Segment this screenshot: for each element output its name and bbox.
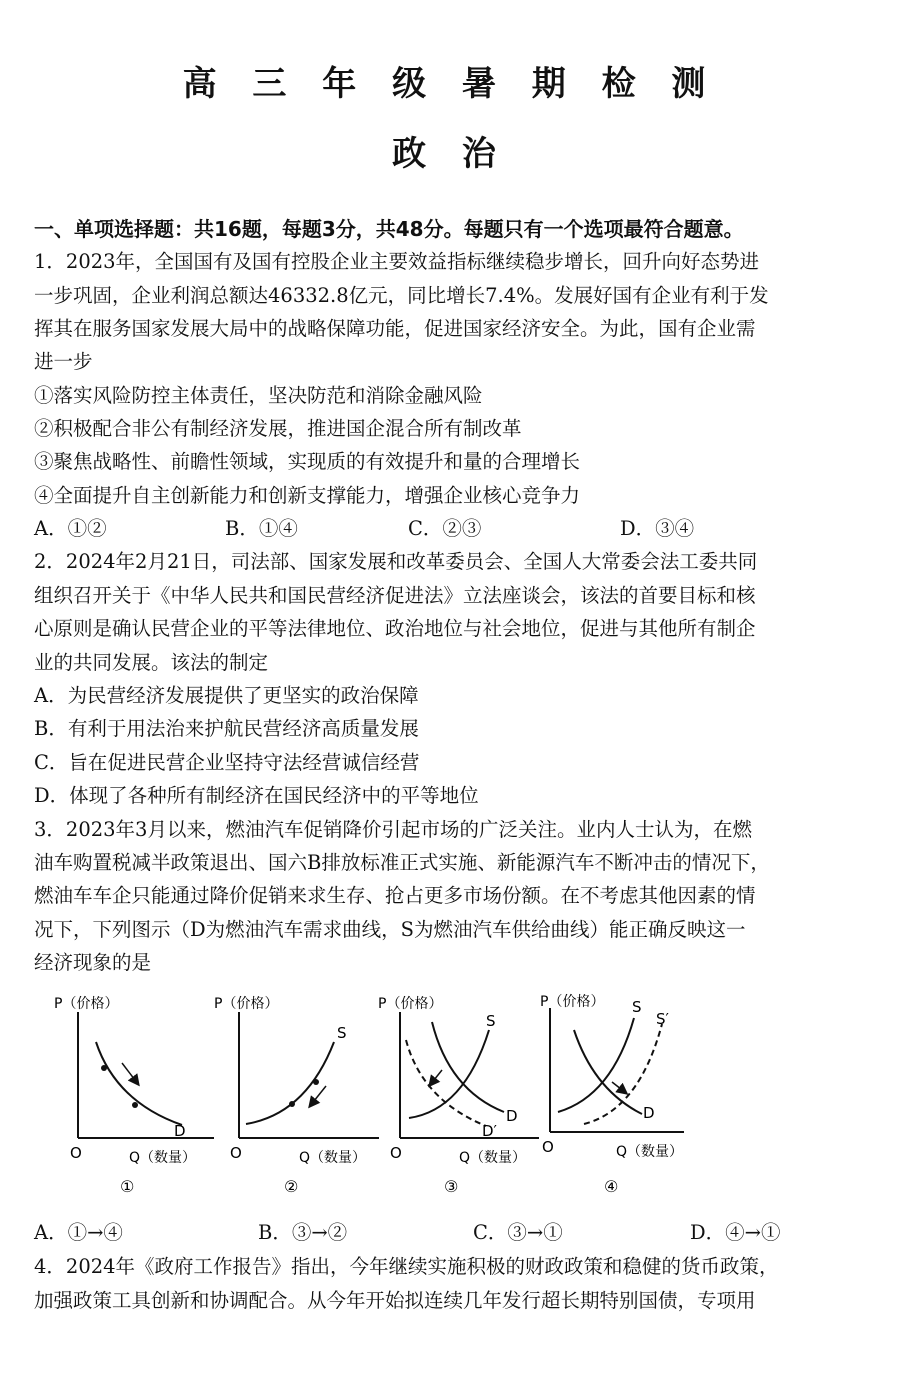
p-axis-label: P（价格） xyxy=(54,996,119,1012)
q2-line: 业的共同发展。该法的制定 xyxy=(34,651,269,674)
q3-option-d: D．④→① xyxy=(690,1221,781,1244)
origin-label: O xyxy=(230,1144,242,1162)
q1-option-a: A．①② xyxy=(34,517,107,540)
shift-arrow xyxy=(122,1063,138,1084)
exam-title: 高 三 年 级 暑 期 检 测 xyxy=(182,64,718,104)
q-axis-label: Q（数量） xyxy=(129,1150,197,1166)
q1-item: ②积极配合非公有制经济发展，推进国企混合所有制改革 xyxy=(34,417,522,440)
figure-number: ③ xyxy=(444,1177,459,1196)
supply-label: S xyxy=(337,1024,347,1042)
q-axis-label: Q（数量） xyxy=(616,1144,684,1160)
curve-point xyxy=(132,1102,138,1108)
q4-line: 加强政策工具创新和协调配合。从今年开始拟连续几年发行超长期特别国债，专项用 xyxy=(34,1289,756,1312)
figure-2 xyxy=(214,995,379,1196)
q2-line: 组织召开关于《中华人民共和国民营经济促进法》立法座谈会，该法的首要目标和核 xyxy=(34,584,756,607)
q2-option-b: B．有利于用法治来护航民营经济高质量发展 xyxy=(34,717,419,740)
q3-option-a: A．①→④ xyxy=(34,1221,123,1244)
q1-line: 挥其在服务国家发展大局中的战略保障功能，促进国家经济安全。为此，国有企业需 xyxy=(34,317,756,340)
demand-label: D xyxy=(506,1107,518,1125)
q3-option-b: B．③→② xyxy=(258,1221,348,1244)
p-axis-label: P（价格） xyxy=(378,996,443,1012)
figure-3 xyxy=(378,995,539,1196)
q3-option-c: C．③→① xyxy=(473,1221,563,1244)
shift-arrow xyxy=(430,1070,442,1085)
q2-line: 心原则是确认民营企业的平等法律地位、政治地位与社会地位，促进与其他所有制企 xyxy=(34,617,756,640)
q1-item: ①落实风险防控主体责任，坚决防范和消除金融风险 xyxy=(34,384,483,407)
q1-line: 1．2023年，全国国有及国有控股企业主要效益指标继续稳步增长，回升向好态势进 xyxy=(34,250,760,273)
q-axis-label: Q（数量） xyxy=(299,1150,367,1166)
q1-item: ④全面提升自主创新能力和创新支撑能力，增强企业核心竞争力 xyxy=(34,484,581,507)
figure-number: ② xyxy=(284,1177,299,1196)
figure-number: ④ xyxy=(604,1177,619,1196)
demand-shifted-label: D′ xyxy=(482,1122,497,1140)
demand-label: D xyxy=(174,1122,186,1140)
figure-4 xyxy=(540,993,684,1196)
shift-arrow xyxy=(612,1082,626,1093)
p-axis-label: P（价格） xyxy=(214,996,279,1012)
q3-line: 油车购置税减半政策退出、国六B排放标准正式实施、新能源汽车不断冲击的情况下， xyxy=(34,851,770,874)
q4-line: 4．2024年《政府工作报告》指出，今年继续实施积极的财政政策和稳健的货币政策， xyxy=(34,1255,779,1278)
q3-line: 燃油车车企只能通过降价促销来求生存、抢占更多市场份额。在不考虑其他因素的情 xyxy=(34,884,756,907)
demand-curve-shifted xyxy=(406,1040,486,1126)
demand-curve xyxy=(432,1022,504,1112)
demand-curve xyxy=(574,1030,642,1114)
shift-arrow xyxy=(310,1086,326,1106)
supply-demand-figures xyxy=(34,990,874,1205)
supply-shifted-label: S′ xyxy=(656,1010,669,1028)
figure-number: ① xyxy=(120,1177,135,1196)
exam-subject: 政 治 xyxy=(392,134,508,174)
origin-label: O xyxy=(70,1144,82,1162)
supply-curve xyxy=(246,1042,334,1124)
supply-curve xyxy=(409,1030,489,1118)
demand-label: D xyxy=(643,1104,655,1122)
curve-point xyxy=(289,1101,295,1107)
q1-line: 进一步 xyxy=(34,350,93,373)
q2-line: 2．2024年2月21日，司法部、国家发展和改革委员会、全国人大常委会法工委共同 xyxy=(34,550,758,573)
origin-label: O xyxy=(542,1138,554,1156)
q3-line: 3．2023年3月以来，燃油汽车促销降价引起市场的广泛关注。业内人士认为，在燃 xyxy=(34,818,752,841)
q2-option-c: C．旨在促进民营企业坚持守法经营诚信经营 xyxy=(34,751,420,774)
q2-option-a: A．为民营经济发展提供了更坚实的政治保障 xyxy=(34,684,419,707)
section-heading: 一、单项选择题：共16题，每题3分，共48分。每题只有一个选项最符合题意。 xyxy=(34,217,744,241)
figure-1 xyxy=(54,995,214,1196)
q1-option-b: B．①④ xyxy=(225,517,298,540)
q2-option-d: D．体现了各种所有制经济在国民经济中的平等地位 xyxy=(34,784,479,807)
q3-line: 经济现象的是 xyxy=(34,951,152,974)
q1-line: 一步巩固，企业利润总额达46332.8亿元，同比增长7.4%。发展好国有企业有利于发 xyxy=(34,284,769,307)
origin-label: O xyxy=(390,1144,402,1162)
curve-point xyxy=(313,1079,319,1085)
q1-item: ③聚焦战略性、前瞻性领域，实现质的有效提升和量的合理增长 xyxy=(34,450,581,473)
p-axis-label: P（价格） xyxy=(540,994,605,1010)
q-axis-label: Q（数量） xyxy=(459,1150,527,1166)
supply-curve xyxy=(558,1018,634,1112)
q1-option-c: C．②③ xyxy=(408,517,482,540)
curve-point xyxy=(101,1065,107,1071)
demand-curve xyxy=(96,1042,182,1125)
q1-option-d: D．③④ xyxy=(620,517,695,540)
q3-line: 况下，下列图示（D为燃油汽车需求曲线，S为燃油汽车供给曲线）能正确反映这一 xyxy=(34,918,746,941)
supply-label: S xyxy=(486,1012,496,1030)
supply-label: S xyxy=(632,998,642,1016)
